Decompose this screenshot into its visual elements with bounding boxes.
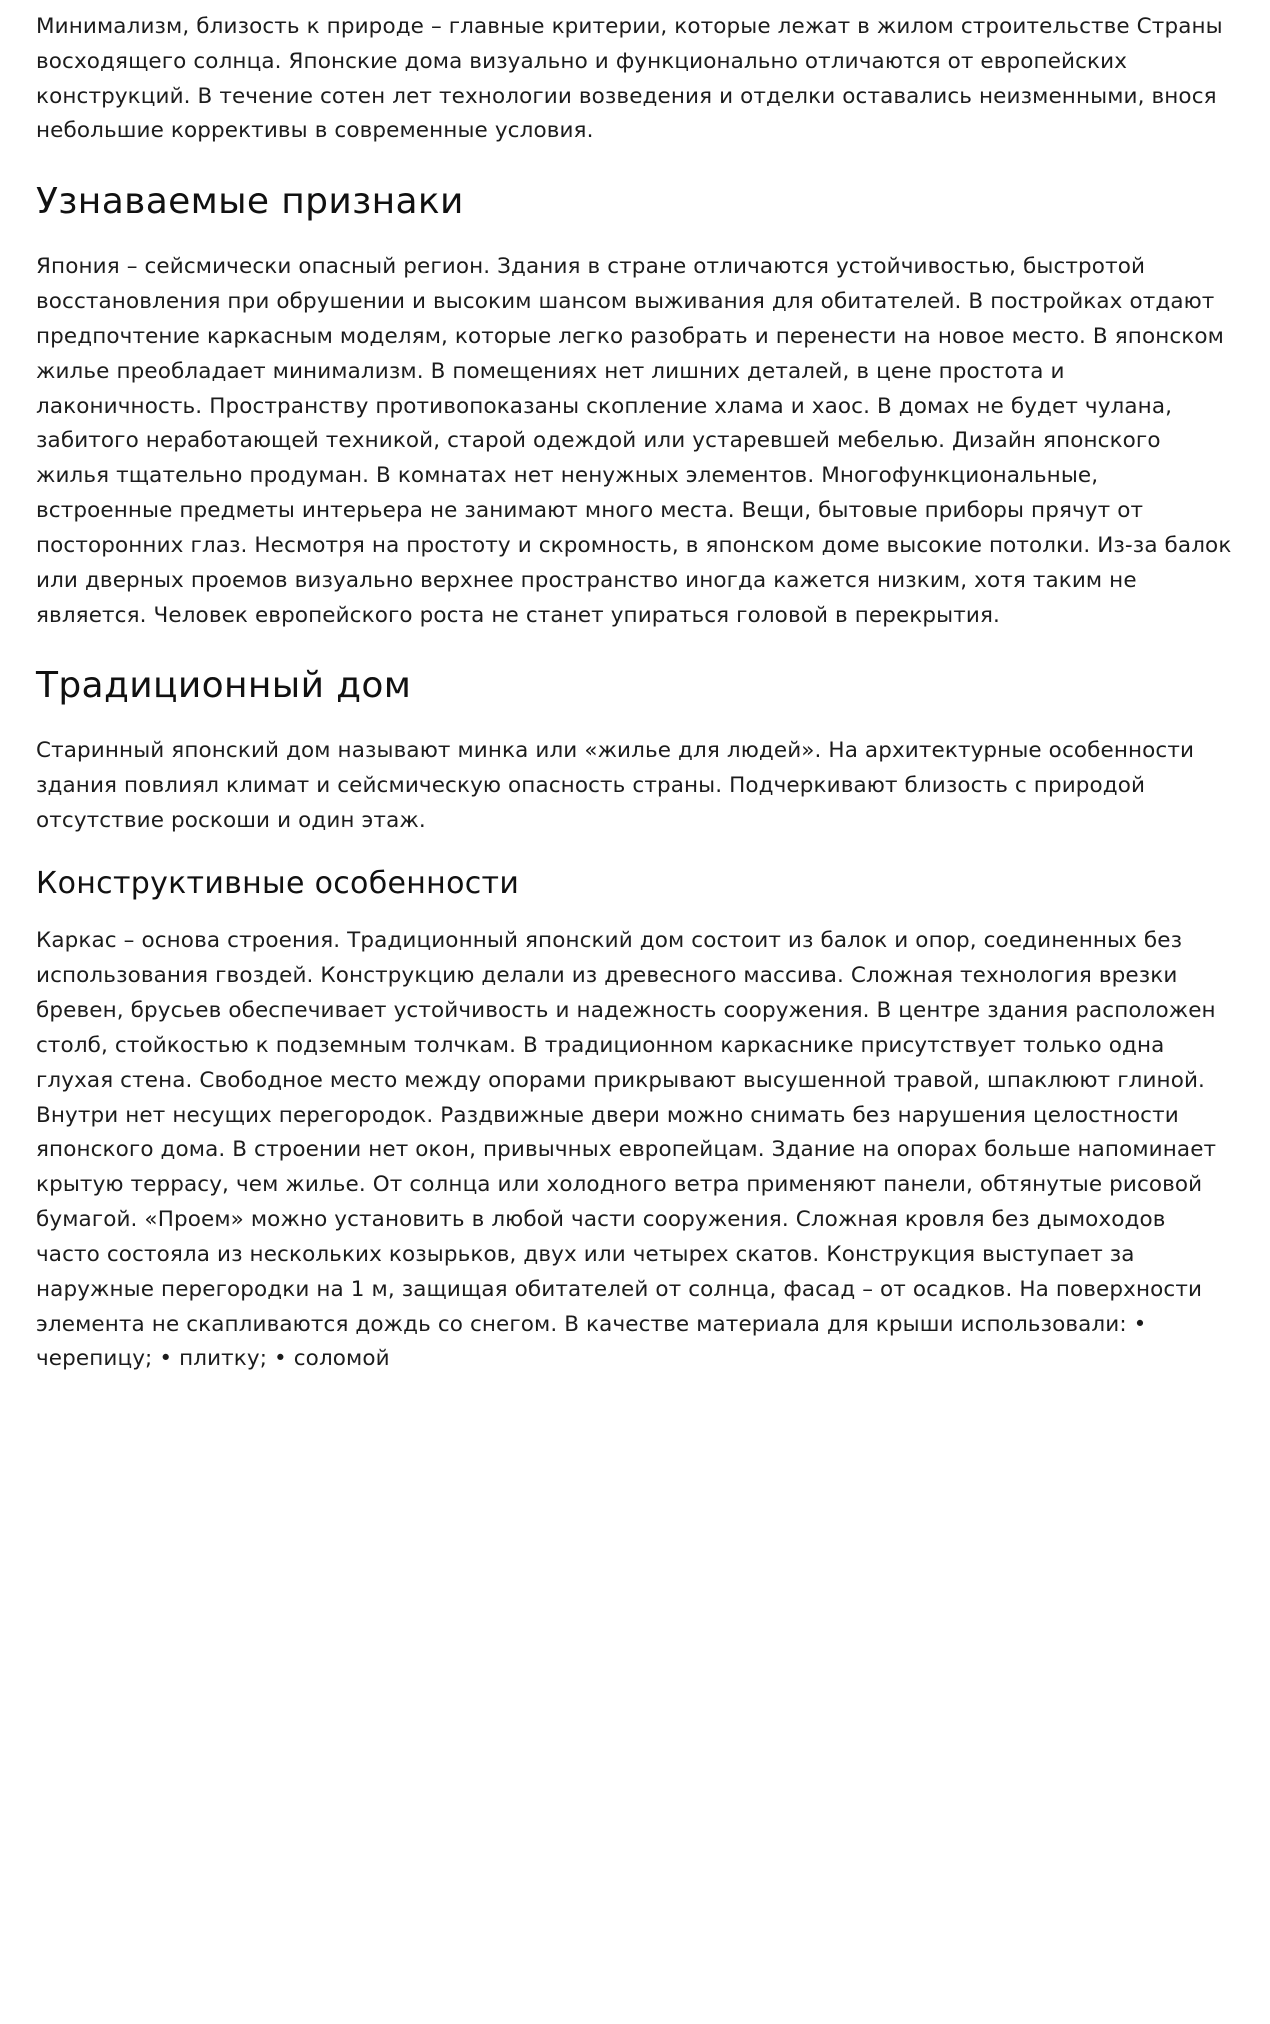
section-body: Каркас – основа строения. Традиционный японский дом состоит из балок и опор, соединенных без использования гвоздей. Конструкцию делали из древесного массива. Сложная технология врезки бревен, брусьев обеспечивает устойчивость и надежность сооружения. В центре здания расположен столб, стойкостью к подземным толчкам. В традиционном каркаснике присутствует только одна глухая стена. Свободное место между опорами прикрывают высушенной травой, шпаклюют глиной. Внутри нет несущих перегородок. Раздвижные двери можно снимать без нарушения целостности японского дома. В строении нет окон, привычных европейцам. Здание на опорах больше напоминает крытую террасу, чем жилье. От солнца или холодного ветра применяют панели, обтянутые рисовой бумагой. «Проем» можно установить в любой части сооружения. Сложная кровля без дымоходов часто состояла из нескольких козырьков, двух или четырех скатов. Конструкция выступает за наружные перегородки на 1 м, защищая обитателей от солнца, фасад – от осадков. На поверхности элемента не скапливаются дождь со снегом. В качестве материала для крыши использовали: • черепицу; • плитку; • соломой	[36, 928, 1217, 1372]
section-heading: Узнаваемые признаки	[36, 181, 464, 223]
section-body: Япония – сейсмически опасный регион. Здания в стране отличаются устойчивостью, быстротой восстановления при обрушении и высоким шансом выживания для обитателей. В постройках отдают предпочтение каркасным моделям, которые легко разобрать и перенести на новое место. В японском жилье преобладает минимализм. В помещениях нет лишних деталей, в цене простота и лаконичность. Пространству противопоказаны скопление хлама и хаос. В домах не будет чулана, забитого неработающей техникой, старой одеждой или устаревшей мебелью. Дизайн японского жилья тщательно продуман. В комнатах нет ненужных элементов. Многофункциональные, встроенные предметы интерьера не занимают много места. Вещи, бытовые приборы прячут от посторонних глаз. Несмотря на простоту и скромность, в японском доме высокие потолки. Из-за балок или дверных проемов визуально верхнее пространство иногда кажется низким, хотя таким не является. Человек европейского роста не станет упираться головой в перекрытия.	[36, 254, 1232, 628]
section-body: Старинный японский дом называют минка или «жилье для людей». На архитектурные особенности здания повлиял климат и сейсмическую опасность страны. Подчеркивают близость с природой отсутствие роскоши и один этаж.	[36, 738, 1195, 834]
section-recognizable-features	[36, 179, 1234, 633]
section-heading: Конструктивные особенности	[36, 865, 520, 901]
section-traditional-house	[36, 663, 1234, 838]
intro-paragraph: Минимализм, близость к природе – главные критерии, которые лежат в жилом строительстве Страны восходящего солнца. Японские дома визуально и функционально отличаются от европейских конструкций. В течение сотен лет технологии возведения и отделки оставались неизменными, внося небольшие коррективы в современные условия.	[36, 14, 1223, 144]
section-heading: Традиционный дом	[36, 665, 412, 707]
section-constructive-features	[36, 865, 1234, 1377]
